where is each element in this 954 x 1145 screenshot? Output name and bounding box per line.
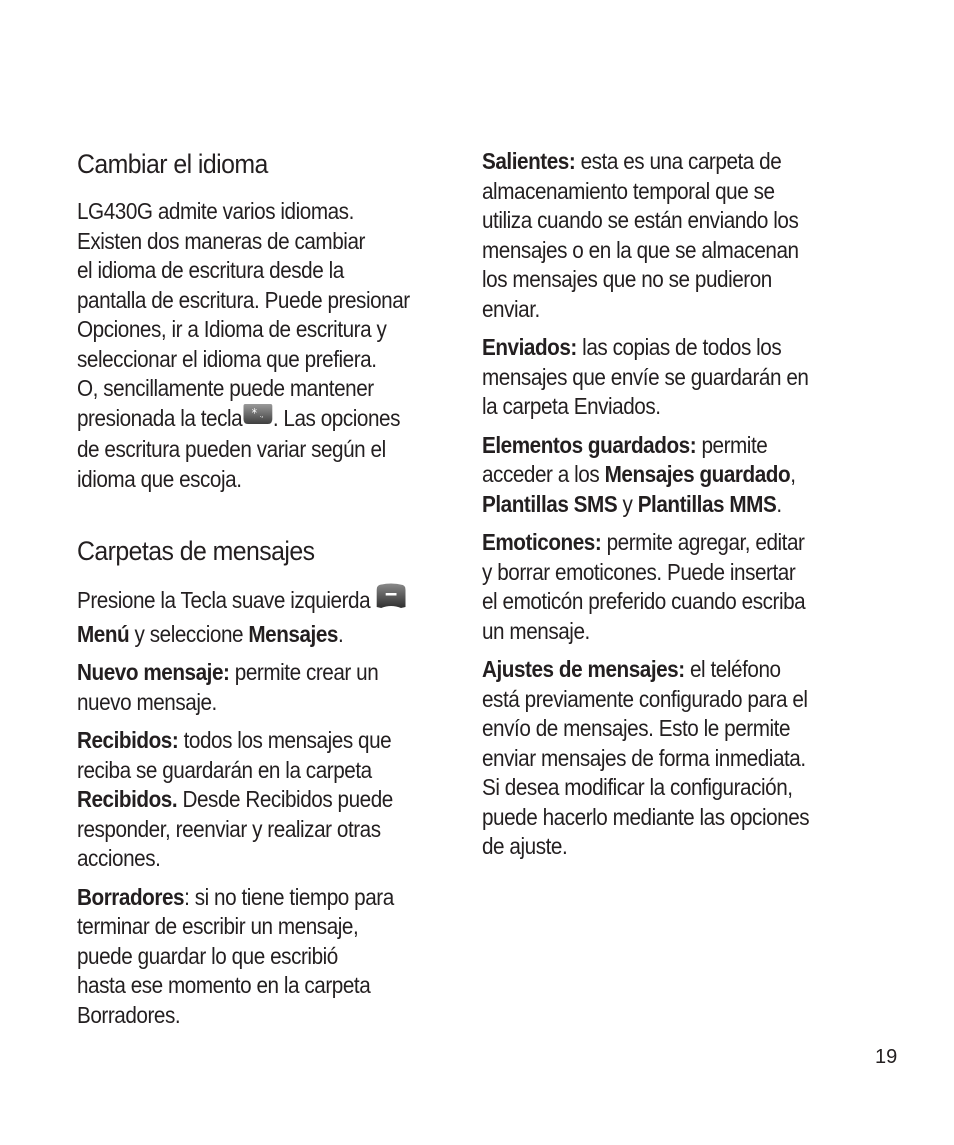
star-key-icon (242, 402, 273, 434)
ajustes-mensajes-item: Ajustes de mensajes: el teléfono está previamente configurado para el envío de mensajes. Esto le permite enviar mensajes de forma inmediata. Si desea modificar la configuración, puede hacerlo mediante las opciones de ajuste. (482, 656, 810, 859)
enviados-item: Enviados: las copias de todos los mensajes que envíe se guardarán en la carpeta Enviados. (482, 334, 809, 419)
salientes-item: Salientes: esta es una carpeta de almacenamiento temporal que se utiliza cuando se están enviando los mensajes o en la que se almacenan los mensajes que no se pudieron enviar. (482, 148, 799, 322)
svg-text:.,: ., (259, 410, 263, 419)
emoticones-item: Emoticones: permite agregar, editar y borrar emoticones. Puede insertar el emoticón preferido cuando escriba un mensaje. (482, 529, 806, 644)
carpetas-intro: Presione la Tecla suave izquierda Menú y seleccione Mensajes. (77, 584, 455, 649)
right-column (482, 147, 862, 862)
left-column (77, 147, 457, 1030)
section-title-cambiar-idioma: Cambiar el idioma (77, 149, 268, 179)
elementos-guardados-item: Elementos guardados: permite acceder a los Mensajes guardado, Plantillas SMS y Plantillas MMS. (482, 431, 796, 517)
page-number: 19 (875, 1046, 898, 1068)
cambiar-idioma-body: LG430G admite varios idiomas. Existen dos maneras de cambiar el idioma de escritura desde la pantalla de escritura. Puede presionar Opciones, ir a Idioma de escritura y seleccionar el idioma que prefiera. O, sencillamente puede mantener presionada la tecla * ., . Las opciones de escritura pueden variar según el idioma que escoja. (77, 198, 410, 492)
nuevo-mensaje-item: Nuevo mensaje: permite crear un nuevo mensaje. (77, 659, 379, 715)
borradores-item: Borradores: si no tiene tiempo para terminar de escribir un mensaje, puede guardar lo que escribió hasta ese momento en la carpeta Borradores. (77, 883, 394, 1028)
left-soft-key-icon (375, 582, 406, 618)
recibidos-item: Recibidos: todos los mensajes que reciba se guardarán en la carpeta Recibidos. Desde Recibidos puede responder, reenviar y realizar otras acciones. (77, 727, 393, 872)
section-title-carpetas: Carpetas de mensajes (77, 536, 315, 567)
svg-text:*: * (251, 405, 257, 420)
